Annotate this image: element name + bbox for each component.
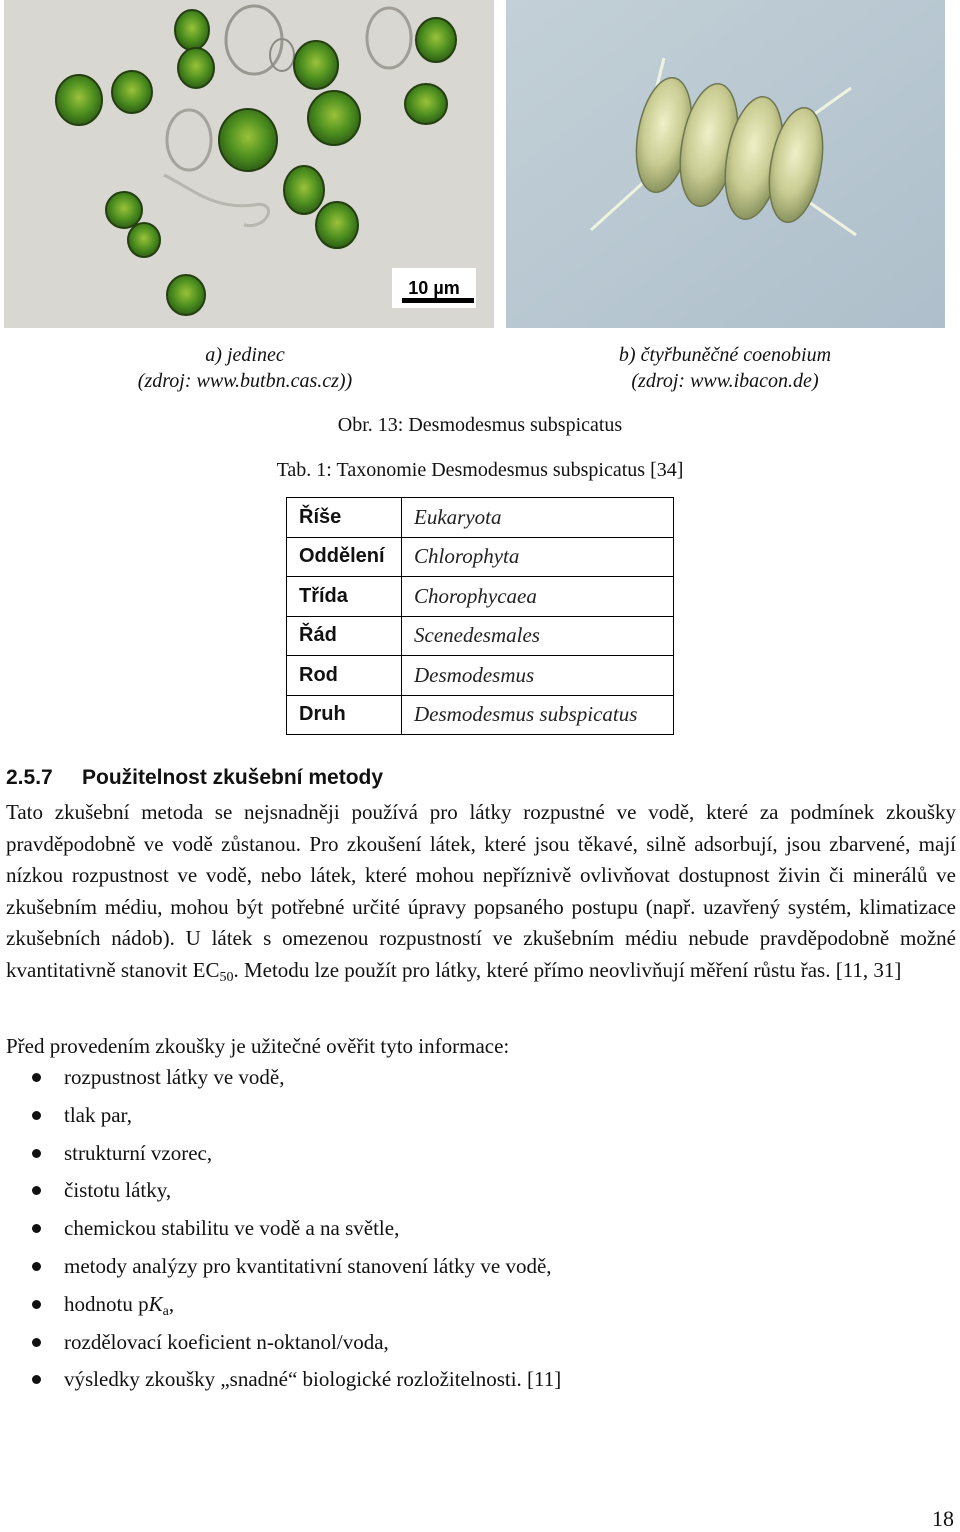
table-row: [287, 616, 674, 656]
table-row: [287, 695, 674, 735]
list-item-text: rozpustnost látky ve vodě,: [64, 1065, 285, 1089]
rank-cell: Třída: [287, 577, 402, 617]
list-item-text: metody analýzy pro kvantitativní stanovení látky ve vodě,: [64, 1253, 552, 1278]
list-item-suffix: ,: [168, 1291, 175, 1316]
list-item: [0, 1138, 561, 1176]
taxonomy-table: [286, 497, 674, 735]
bullet-icon: [32, 1186, 41, 1195]
value-cell: Desmodesmus subspicatus: [402, 695, 674, 735]
algae-coenobium-photo: [506, 0, 945, 328]
rank-cell: Řád: [287, 616, 402, 656]
rank-cell: Rod: [287, 656, 402, 696]
bullet-icon: [32, 1149, 41, 1158]
paragraph-text: Tato zkušební metoda se nejsnadněji používá pro látky rozpustné ve vodě, které za podmínek zkoušky pravděpodobně ve vodě zůstanou. Pro zkoušení látek, které jsou těkavé, silně adsorbují, jsou zbarvené, mají nízkou rozpustnost ve vodě, nebo látek, které mohou nepříznivě ovlivňovat dostupnost živin či minerálů ve zkušebním médiu, mohou být potřebné určité úpravy popsaného postupu (např. uzavřený systém, klimatizace zkušebních nádob). U látek s omezenou rozpustností ve zkušebním médiu nebude pravděpodobně možné kvantitativně stanovit EC: [6, 800, 956, 982]
list-item: [0, 1175, 561, 1213]
bullet-icon: [32, 1224, 41, 1233]
list-item: [0, 1213, 561, 1251]
value-cell: Chorophycaea: [402, 577, 674, 617]
list-item: [0, 1289, 561, 1327]
value-cell: Desmodesmus: [402, 656, 674, 696]
paragraph-text-tail: . Metodu lze použít pro látky, které přímo neovlivňují měření růstu řas. [11, 31]: [233, 957, 902, 982]
list-item: [0, 1364, 561, 1402]
caption-left-line2: (zdroj: www.butbn.cas.cz)): [137, 370, 353, 392]
value-cell: Eukaryota: [402, 498, 674, 538]
list-item-text: rozdělovací koeficient n-oktanol/voda,: [64, 1329, 389, 1354]
list-item-italic: K: [148, 1291, 163, 1316]
subscript: 50: [219, 969, 234, 985]
table-caption: Tab. 1: Taxonomie Desmodesmus subspicatus [34]: [276, 459, 684, 481]
list-item-text: chemickou stabilitu ve vodě a na světle,: [64, 1216, 400, 1241]
section-number: 2.5.7: [6, 766, 53, 789]
list-item: [0, 1100, 561, 1138]
caption-left-line1: a) jedinec: [205, 344, 285, 366]
caption-right: [580, 342, 870, 394]
caption-right-line2: (zdroj: www.ibacon.de): [631, 370, 819, 392]
page-number: 18: [932, 1506, 954, 1531]
list-item-text: strukturní vzorec,: [64, 1140, 213, 1165]
bullet-icon: [32, 1300, 41, 1309]
bullet-icon: [32, 1338, 41, 1347]
table-row: [287, 537, 674, 577]
list-item-text: výsledky zkoušky „snadné“ biologické rozložitelnosti. [11]: [64, 1367, 562, 1392]
value-cell: Chlorophyta: [402, 537, 674, 577]
scale-bar-label: 10 µm: [408, 278, 460, 298]
algae-individual-photo: [4, 0, 494, 328]
rank-cell: Říše: [287, 498, 402, 538]
caption-right-line1: b) čtyřbuněčné coenobium: [618, 344, 832, 366]
table-row: [287, 656, 674, 696]
section-heading: [6, 766, 383, 790]
list-item-text: čistotu látky,: [64, 1178, 172, 1203]
bullet-icon: [32, 1262, 41, 1271]
paragraph-applicability: [6, 797, 956, 986]
figure-caption: Obr. 13: Desmodesmus subspicatus: [337, 414, 623, 436]
table-row: [287, 498, 674, 538]
info-list: [0, 1062, 561, 1402]
list-item-text: hodnotu p: [64, 1291, 149, 1316]
list-item-text: tlak par,: [64, 1102, 132, 1127]
bullet-icon: [32, 1111, 41, 1120]
bullet-icon: [32, 1073, 41, 1082]
rank-cell: Oddělení: [287, 537, 402, 577]
value-cell: Scenedesmales: [402, 616, 674, 656]
bullet-icon: [32, 1375, 41, 1384]
rank-cell: Druh: [287, 695, 402, 735]
table-row: [287, 577, 674, 617]
section-title: Použitelnost zkušební metody: [82, 766, 384, 789]
list-item: [0, 1251, 561, 1289]
subscript: a: [162, 1303, 169, 1319]
list-item: [0, 1062, 561, 1100]
list-item: [0, 1327, 561, 1365]
caption-left: [100, 342, 390, 394]
paragraph-intro: Před provedením zkoušky je užitečné ověřit tyto informace:: [6, 1034, 510, 1058]
